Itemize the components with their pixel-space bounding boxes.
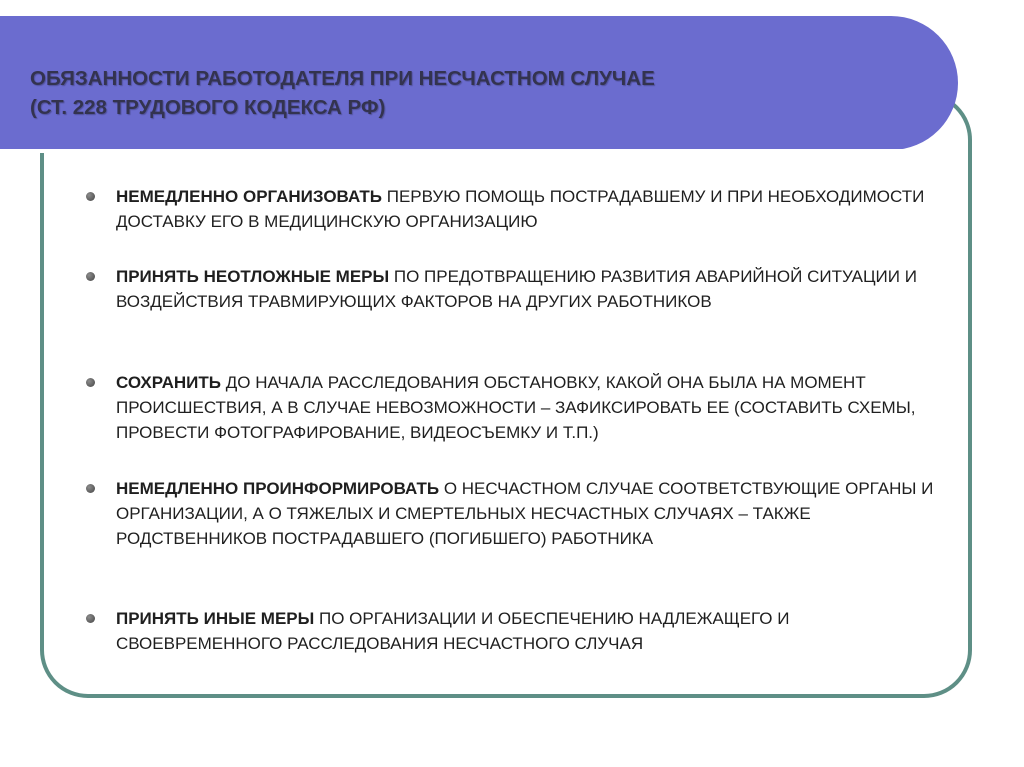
item-lead: НЕМЕДЛЕННО ОРГАНИЗОВАТЬ [116, 187, 383, 206]
bullet-icon [86, 378, 95, 387]
item-text: ПО ОРГАНИЗАЦИИ И ОБЕСПЕЧЕНИЮ НАДЛЕЖАЩЕГО И СВОЕВРЕМЕННОГО РАССЛЕДОВАНИЯ НЕСЧАСТНОГО СЛУЧАЯ [116, 609, 790, 653]
list-item [116, 370, 956, 445]
bullet-icon [86, 484, 95, 493]
bullet-icon [86, 192, 95, 201]
title-divider [0, 149, 906, 153]
item-text: О НЕСЧАСТНОМ СЛУЧАЕ СООТВЕТСТВУЮЩИЕ ОРГАНЫ И ОРГАНИЗАЦИИ, А О ТЯЖЕЛЫХ И СМЕРТЕЛЬНЫХ НЕСЧАСТНЫХ СЛУЧАЯХ – ТАКЖЕ РОДСТВЕННИКОВ ПОСТРАДАВШЕГО (ПОГИБШЕГО) РАБОТНИКА [116, 479, 934, 548]
item-lead: НЕМЕДЛЕННО ПРОИНФОРМИРОВАТЬ [116, 479, 440, 498]
item-text: ПО ПРЕДОТВРАЩЕНИЮ РАЗВИТИЯ АВАРИЙНОЙ СИТУАЦИИ И ВОЗДЕЙСТВИЯ ТРАВМИРУЮЩИХ ФАКТОРОВ НА ДРУГИХ РАБОТНИКОВ [116, 267, 917, 311]
slide-title [30, 64, 910, 122]
bullet-icon [86, 272, 95, 281]
title-banner [0, 16, 958, 150]
item-text: ДО НАЧАЛА РАССЛЕДОВАНИЯ ОБСТАНОВКУ, КАКОЙ ОНА БЫЛА НА МОМЕНТ ПРОИСШЕСТВИЯ, А В СЛУЧАЕ НЕВОЗМОЖНОСТИ – ЗАФИКСИРОВАТЬ ЕЕ (СОСТАВИТЬ СХЕМЫ, ПРОВЕСТИ ФОТОГРАФИРОВАНИЕ, ВИДЕОСЪЕМКУ И Т.П.) [116, 373, 916, 442]
list-item [116, 606, 956, 656]
item-lead: ПРИНЯТЬ НЕОТЛОЖНЫЕ МЕРЫ [116, 267, 390, 286]
list-item [116, 184, 956, 234]
list-item [116, 476, 956, 551]
title-line-2: (СТ. 228 ТРУДОВОГО КОДЕКСА РФ) [30, 96, 386, 119]
title-line-1: ОБЯЗАННОСТИ РАБОТОДАТЕЛЯ ПРИ НЕСЧАСТНОМ СЛУЧАЕ [30, 67, 655, 90]
item-lead: ПРИНЯТЬ ИНЫЕ МЕРЫ [116, 609, 315, 628]
bullet-icon [86, 614, 95, 623]
item-text: ПЕРВУЮ ПОМОЩЬ ПОСТРАДАВШЕМУ И ПРИ НЕОБХОДИМОСТИ ДОСТАВКУ ЕГО В МЕДИЦИНСКУЮ ОРГАНИЗАЦИЮ [116, 187, 925, 231]
item-lead: СОХРАНИТЬ [116, 373, 221, 392]
list-item [116, 264, 956, 314]
